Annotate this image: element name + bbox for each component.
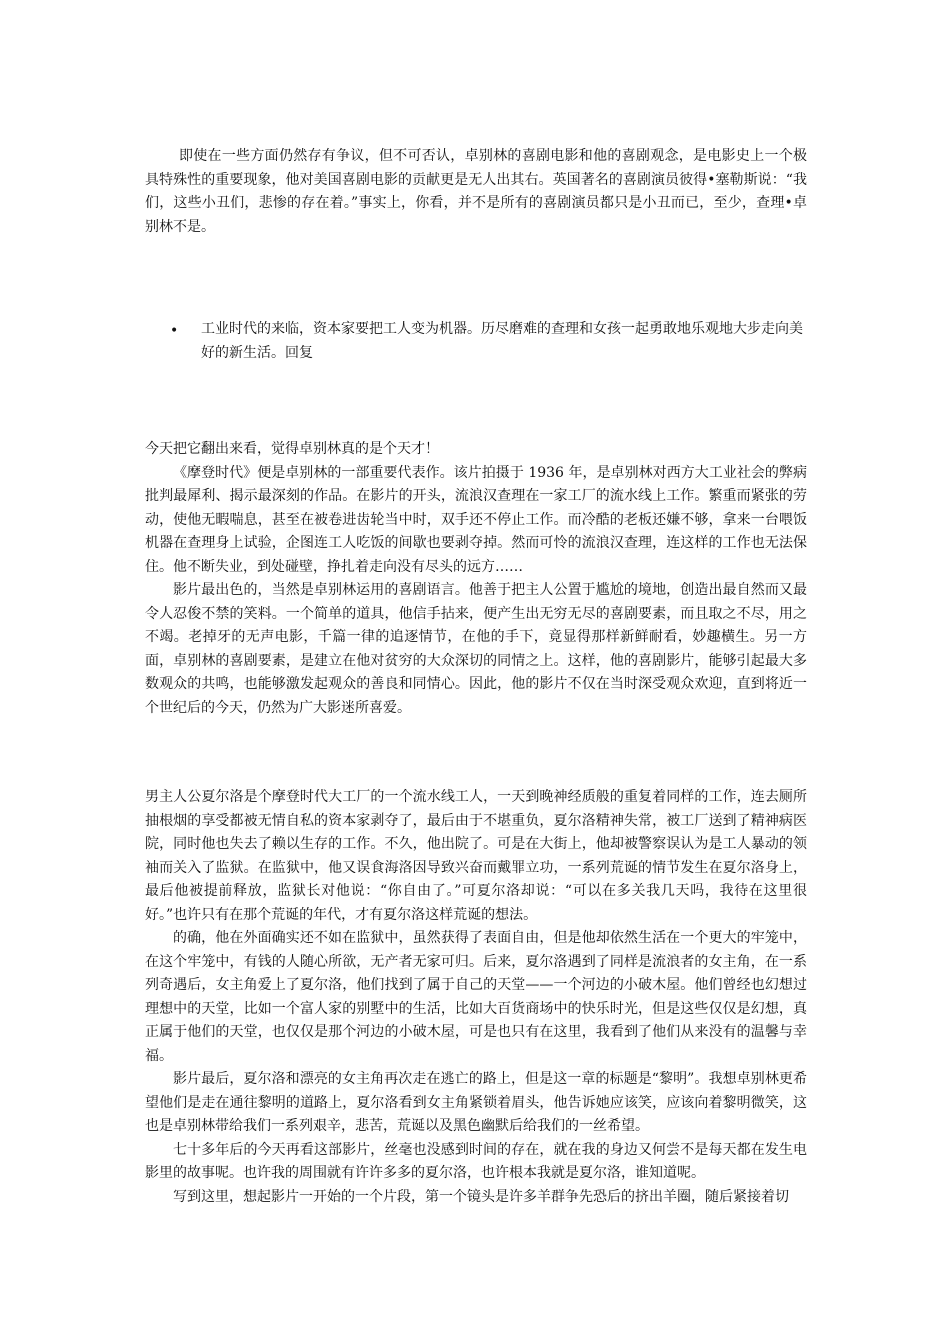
bullet-text <box>201 318 809 365</box>
section2-paragraph: 写到这里，想起影片一开始的一个片段，第一个镜头是许多羊群争先恐后的挤出羊圈，随后紧接着切 <box>173 1188 789 1205</box>
section2-paragraph: 影片最后，夏尔洛和漂亮的女主角再次走在逃亡的路上，但是这一章的标题是“黎明”。我想卓别林更希望他们是走在通往黎明的道路上，夏尔洛看到女主角紧锁着眉头，他告诉她应该笑，应该向着黎明微笑，这也是卓别林带给我们一系列艰辛，悲苦，荒诞以及黑色幽默后给我们的一丝希望。 <box>145 1071 807 1134</box>
section1-paragraph: 影片最出色的，当然是卓别林运用的喜剧语言。他善于把主人公置于尴尬的境地，创造出最自然而又最令人忍俊不禁的笑料。一个简单的道具，他信手拈来，便产生出无穷无尽的喜剧要素，而且取之不尽，用之不竭。老掉牙的无声电影，千篇一律的追逐情节，在他的手下，竟显得那样新鲜耐看，妙趣横生。另一方面，卓别林的喜剧要素，是建立在他对贫穷的大众深切的同情之上。这样，他的喜剧影片，能够引起最大多数观众的共鸣，也能够激发起观众的善良和同情心。因此，他的影片不仅在当时深受观众欢迎，直到将近一个世纪后的今天，仍然为广大影迷所喜爱。 <box>145 582 807 716</box>
section-review-1 <box>145 438 807 720</box>
section2-paragraph: 七十多年后的今天再看这部影片，丝毫也没感到时间的存在，就在我的身边又何尝不是每天都在发生电影里的故事呢。也许我的周围就有许许多多的夏尔洛，也许根本我就是夏尔洛，谁知道呢。 <box>145 1141 807 1181</box>
intro-section <box>145 145 807 239</box>
section2-opening: 男主人公夏尔洛是个摩登时代大工厂的一个流水线工人，一天到晚神经质般的重复着同样的工作，连去厕所抽根烟的享受都被无情自私的资本家剥夺了，最后由于不堪重负，夏尔洛精神失常，被工厂送到了精神病医院，同时他也失去了赖以生存的工作。不久，他出院了。可是在大街上，他却被警察误认为是工人暴动的领袖而关入了监狱。在监狱中，他又误食海洛因导致兴奋而戴罪立功，一系列荒诞的情节发生在夏尔洛身上，最后他被提前释放，监狱长对他说：“你自由了。”可夏尔洛却说：“可以在多关我几天吗，我待在这里很好。”也许只有在那个荒诞的年代，才有夏尔洛这样荒诞的想法。 <box>145 789 807 923</box>
bullet-content: 工业时代的来临，资本家要把工人变为机器。历尽磨难的查理和女孩一起勇敢地乐观地大步走向美好的新生活。 <box>201 321 803 361</box>
intro-paragraph: 即使在一些方面仍然存有争议，但不可否认，卓别林的喜剧电影和他的喜剧观念，是电影史上一个极具特殊性的重要现象，他对美国喜剧电影的贡献更是无人出其右。英国著名的喜剧演员彼得•塞勒斯说：“我们，这些小丑们，悲惨的存在着。”事实上，你看，并不是所有的喜剧演员都只是小丑而已，至少，查理•卓别林不是。 <box>145 148 807 235</box>
bullet-icon: • <box>170 323 179 339</box>
reply-link[interactable]: 回复 <box>285 344 313 361</box>
section1-paragraph: 《摩登时代》便是卓别林的一部重要代表作。该片拍摄于 1936 年，是卓别林对西方大工业社会的弊病批判最犀利、揭示最深刻的作品。在影片的开头，流浪汉查理在一家工厂的流水线上工作。繁重而紧张的劳动，使他无暇喘息，甚至在被卷进齿轮当中时，双手还不停止工作。而冷酷的老板还嫌不够，拿来一台喂饭机器在查理身上试验，企图连工人吃饭的间歇也要剥夺掉。然而可怜的流浪汉查理，连这样的工作也无法保住。他不断失业，到处碰壁，挣扎着走向没有尽头的远方…… <box>145 464 807 575</box>
section2-paragraph: 的确，他在外面确实还不如在监狱中，虽然获得了表面自由，但是他却依然生活在一个更大的牢笼中，在这个牢笼中，有钱的人随心所欲，无产者无家可归。后来，夏尔洛遇到了同样是流浪者的女主角，在一系列奇遇后，女主角爱上了夏尔洛，他们找到了属于自己的天堂——一个河边的小破木屋。他们曾经也幻想过理想中的天堂，比如一个富人家的别墅中的生活，比如大百货商场中的快乐时光，但是这些仅仅是幻想，真正属于他们的天堂，也仅仅是那个河边的小破木屋，可是也只有在这里，我看到了他们从来没有的温馨与幸福。 <box>145 930 807 1064</box>
section-review-2 <box>145 786 807 1209</box>
section1-opening: 今天把它翻出来看，觉得卓别林真的是个天才！ <box>145 441 439 457</box>
